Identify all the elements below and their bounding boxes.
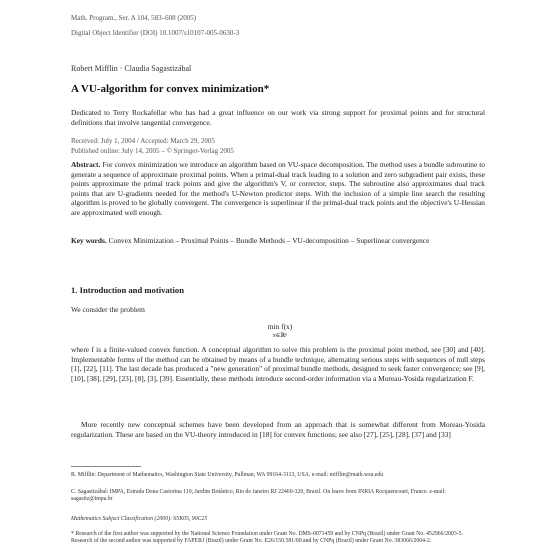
footnote-author-2: C. Sagastizábal: IMPA, Estrada Dona Castorina 110, Jardim Botânico, Rio de Janeiro RJ 22460-320, Brazil. On leave from INRIA Rocquencourt, France. e-mail: sagastiz@impa.br bbox=[71, 489, 446, 503]
formula-min: min f(x) bbox=[267, 322, 293, 331]
keywords-text: Convex Minimization – Proximal Points – Bundle Methods – VU-decomposition – Superlinear convergence bbox=[108, 236, 430, 245]
abstract bbox=[71, 160, 485, 218]
doi-line: Digital Object Identifier (DOI) 10.1007/s10107-005-0630-3 bbox=[71, 29, 240, 37]
published-date: Published online: July 14, 2005 – © Springer-Verlag 2005 bbox=[71, 147, 234, 155]
footnote-msc: Mathematics Subject Classification (2000): 65K05, 90C25 bbox=[71, 516, 208, 522]
received-date: Received: July 1, 2004 / Accepted: March 29, 2005 bbox=[71, 137, 215, 145]
author-list: Robert Mifflin · Claudia Sagastizábal bbox=[71, 64, 192, 73]
abstract-text: For convex minimization we introduce an algorithm based on VU-space decomposition. The method uses a bundle subroutine to generate a sequence of approximate proximal points. When a primal-dual track leading to a solution and zero subgradient pair exists, these points approximate the primal track points and give the algorithm's V, or corrector, steps. The subroutine also approximates dual track points that are U-gradients needed for the method's U-Newton predictor steps. With the inclusion of a simple line search the resulting algorithm is proved to be globally convergent. The convergence is superlinear if the primal-dual track points and the objective's U-Hessian are approximated well enough. bbox=[71, 160, 485, 217]
keywords-label: Key words. bbox=[71, 236, 107, 245]
footnote-author-1: R. Mifflin: Department of Mathematics, Washington State University, Pullman, WA 99164-3113, USA. e-mail: mifflin@math.wsu.edu bbox=[71, 472, 384, 478]
footnote-rule bbox=[71, 466, 141, 467]
intro-paragraph-2: More recently new conceptual schemes have been developed from an approach that is somewhat different from Moreau-Yosida regularization. These are based on the VU-theory introduced in [18] for convex functions; see also [27], [25], [28], [37] and [33] bbox=[71, 420, 485, 439]
section-lead: We consider the problem bbox=[71, 305, 145, 314]
intro-paragraph-1: where f is a finite-valued convex function. A conceptual algorithm to solve this problem is the proximal point method, see [30] and [40]. Implementable forms of the method can be obtained by means of a bundle technique, alternating serious steps with sequences of null steps [1], [22], [11]. The last decade has produced a "new generation" of proximal bundle methods, designed to seek faster convergence; see [9], [10], [38], [29], [23], [8], [3], [39]. Essentially, these methods introduce second-order information via a Moreau-Yosida regularization F. bbox=[71, 345, 485, 383]
section-heading: 1. Introduction and motivation bbox=[71, 285, 185, 295]
dedication-text: Dedicated to Terry Rockafellar who has had a great influence on our work via strong support for proximal points and for structural definitions that involve tangential convergence. bbox=[71, 108, 485, 127]
journal-citation: Math. Program., Ser. A 104, 583–608 (2005) bbox=[71, 14, 197, 22]
formula-domain: x∈ℝⁿ bbox=[272, 333, 288, 339]
keywords bbox=[71, 236, 485, 246]
abstract-label: Abstract. bbox=[71, 160, 101, 169]
paper-title: A VU-algorithm for convex minimization* bbox=[71, 83, 270, 95]
footnote-funding: * Research of the first author was supported by the National Science Foundation under Grant No. DMS-0071459 and by CNPq (Brazil) under Grant No. 452966/2003-5. Research of the second author was supported by FAPERJ (Brazil) under Grant No. E26/150.581/00 and by CNPq (Brazil) under Grant No. 383066/2004-2. bbox=[71, 531, 464, 545]
